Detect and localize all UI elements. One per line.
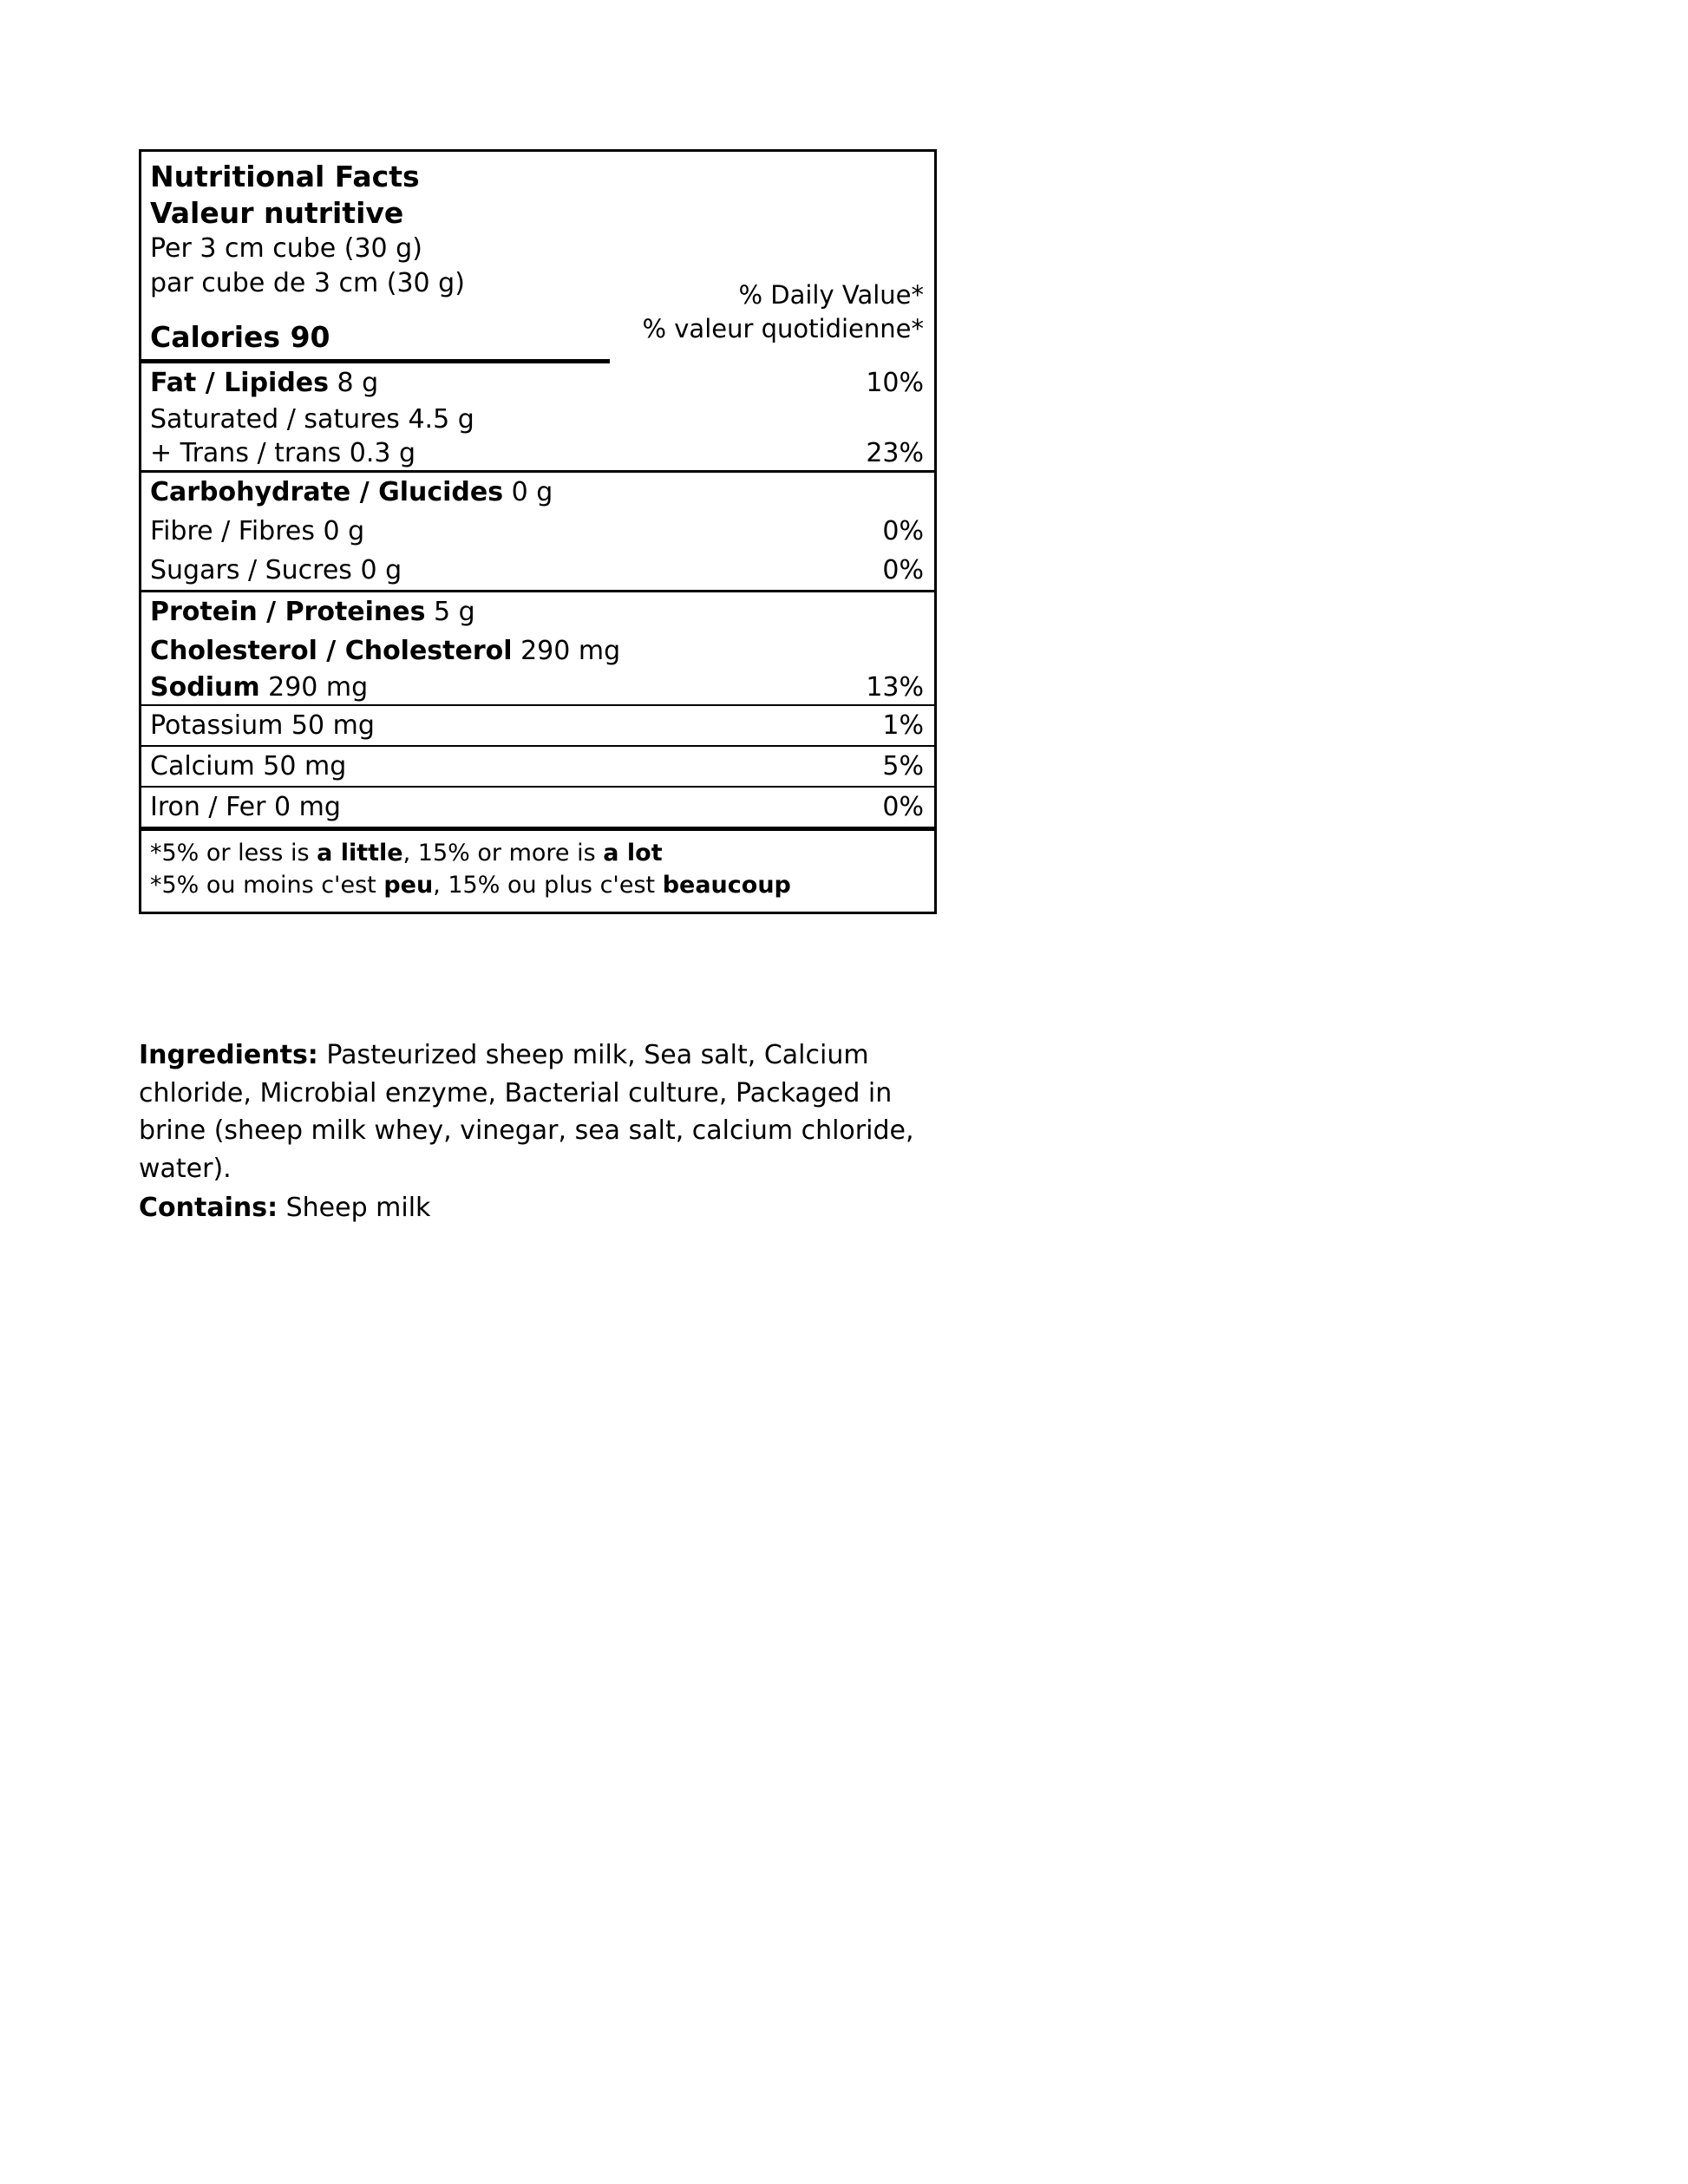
row-label-rest: Sugars / Sucres 0 g [150,555,402,586]
row-value: 0% [882,555,924,586]
row-value: 0% [882,516,924,547]
nutrient-group-protein [141,592,934,704]
footnote-en-part1: *5% or less is [150,840,317,867]
table-row [141,592,934,631]
row-label-bold: Fat / Lipides [150,368,330,399]
row-label-bold: Sodium [150,672,260,703]
table-row [141,512,934,551]
contains-heading: Contains: [139,1193,278,1223]
row-label-rest: + Trans / trans 0.3 g [150,438,416,469]
contains-paragraph [139,1189,954,1227]
row-value: 1% [882,710,924,742]
row-label-rest: Calcium 50 mg [150,751,347,782]
serving-size-fr: par cube de 3 cm (30 g) [150,268,465,299]
nutrition-facts-panel [139,149,937,914]
row-label-bold: Carbohydrate / Glucides [150,477,504,508]
table-row [141,788,934,827]
row-label-rest: 8 g [329,368,379,399]
nutrient-group-fat [141,363,934,470]
table-row [141,706,934,745]
row-label-rest: Fibre / Fibres 0 g [150,516,365,547]
nutrient-group-carbohydrate [141,473,934,590]
row-value: 0% [882,792,924,823]
footnote-fr-bold1: peu [383,871,434,899]
row-value: 23% [866,438,924,469]
footnote-en [150,838,926,869]
row-label-rest: Potassium 50 mg [150,710,375,742]
row-label-rest: 290 mg [512,636,621,667]
table-row [141,670,934,704]
footnote-en-part2: , 15% or more is [402,840,604,867]
row-label-bold: Cholesterol / Cholesterol [150,636,513,667]
ingredients-text: Pasteurized sheep milk, Sea salt, Calcium chloride, Microbial enzyme, Bacterial culture, Packaged in brine (sheep milk whey, vinegar, sea salt, calcium chloride, water). [139,1040,914,1184]
daily-value-label-fr: % valeur quotidienne* [642,313,924,343]
table-row [141,363,934,402]
row-label-bold: Protein / Proteines [150,597,426,628]
footnote-en-bold1: a little [317,840,403,867]
footnote-fr-part1: *5% ou moins c'est [150,871,384,899]
table-row [141,747,934,786]
row-label-rest: Iron / Fer 0 mg [150,792,341,823]
table-row [141,473,934,512]
calories-underline [141,359,610,363]
panel-title-fr: Valeur nutritive [150,196,404,231]
daily-value-label-en: % Daily Value* [738,279,924,310]
ingredients-paragraph [139,1036,954,1187]
ingredients-heading: Ingredients: [139,1040,318,1070]
table-row [141,402,934,470]
row-value: 10% [866,368,924,399]
ingredients-block [139,1036,954,1227]
footnote [141,831,934,912]
row-value: 5% [882,751,924,782]
footnote-fr [150,870,926,901]
row-label-rest: 0 g [503,477,553,508]
daily-value-header [559,278,924,346]
footnote-fr-bold2: beaucoup [662,871,791,899]
footnote-fr-part2: , 15% ou plus c'est [433,871,663,899]
nutrient-group-minerals [141,706,934,827]
row-value: 13% [866,672,924,703]
footnote-en-bold2: a lot [603,840,663,867]
row-label-rest: 290 mg [259,672,369,703]
serving-size-en: Per 3 cm cube (30 g) [150,233,422,265]
contains-text: Sheep milk [278,1193,431,1223]
table-row [141,631,934,670]
row-label-rest: Saturated / satures 4.5 g [150,404,474,435]
panel-title-en: Nutritional Facts [150,160,420,193]
table-row [141,551,934,590]
row-label-rest: 5 g [425,597,475,628]
calories-label: Calories 90 [150,319,330,354]
